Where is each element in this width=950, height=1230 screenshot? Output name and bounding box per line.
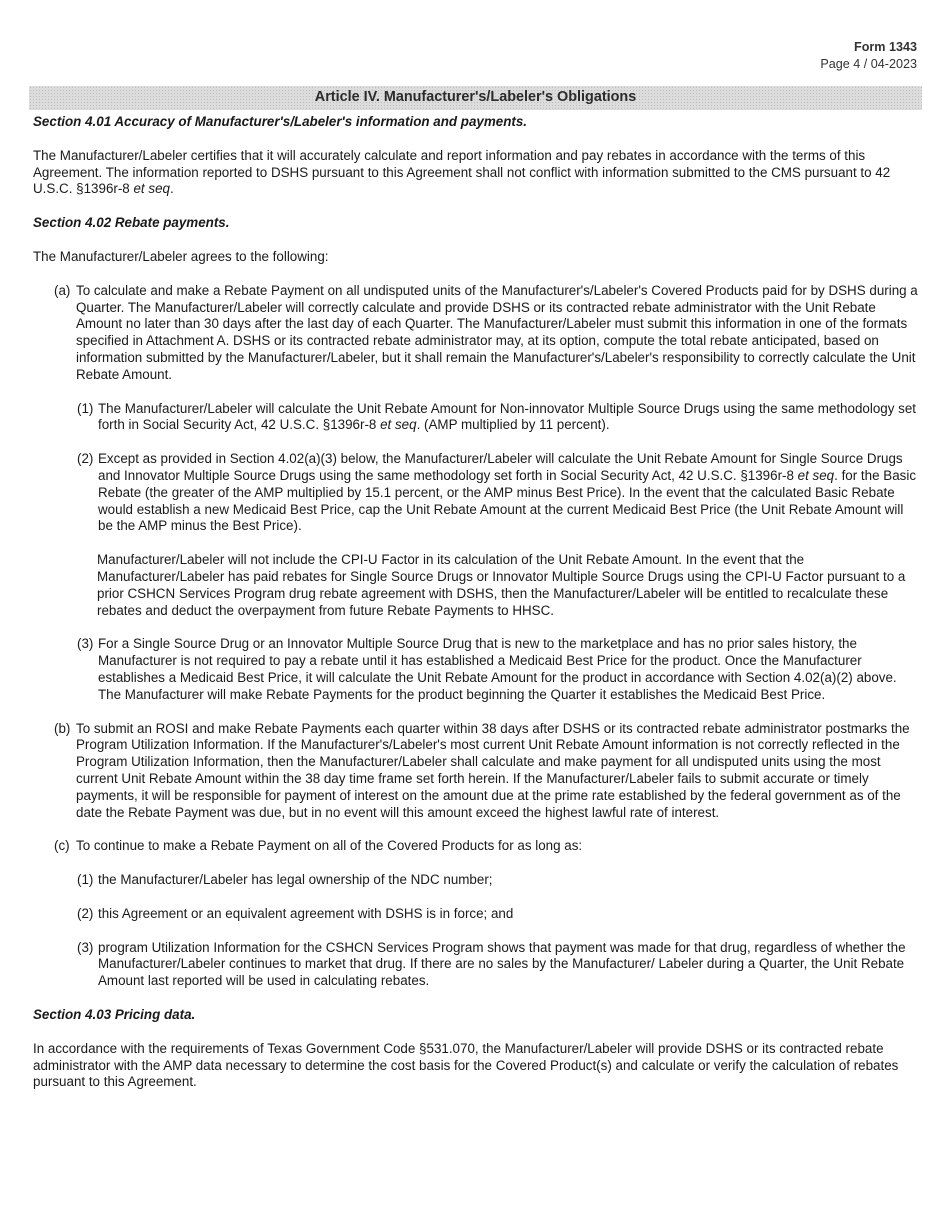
section-4-01-title: Section 4.01 Accuracy of Manufacturer's/Labeler's information and payments. — [33, 114, 528, 129]
item-text: program Utilization Information for the CSHCN Services Program shows that payment was made for that drug, regardless of whether the Manufacturer/Labeler continues to market that drug. If there are no sales by the Manufacturer/ Labeler during a Quarter, the Unit Rebate Amount last reported will be used in calculating rebates. — [98, 939, 906, 989]
item-label: (3) — [77, 636, 94, 652]
list-item-c — [33, 838, 918, 855]
item-label: (2) — [77, 905, 94, 921]
item-text: this Agreement or an equivalent agreement with DSHS is in force; and — [98, 905, 514, 921]
item-label: (c) — [54, 838, 70, 854]
item-label: (2) — [77, 451, 94, 467]
section-4-02-intro: The Manufacturer/Labeler agrees to the following: — [33, 248, 329, 264]
item-text: Except as provided in Section 4.02(a)(3) below, the Manufacturer/Labeler will calculate the Unit Rebate Amount for Single Source Drugs and Innovator Multiple Source Drugs using the same methodology set forth in Social Security Act, 42 U.S.C. §1396r-8 et seq. for the Basic Rebate (the greater of the AMP multiplied by 15.1 percent, or the AMP minus Best Price). In the event that the calculated Basic Rebate would establish a new Medicaid Best Price, cap the Unit Rebate Amount at the current Medicaid Best Price (the Unit Rebate Amount will be the AMP minus the Best Price). — [98, 451, 917, 534]
section-4-03-title: Section 4.03 Pricing data. — [33, 1007, 196, 1023]
item-text: To continue to make a Rebate Payment on all of the Covered Products for as long as: — [76, 838, 583, 854]
item-label: (b) — [54, 720, 71, 736]
item-text: the Manufacturer/Labeler has legal ownership of the NDC number; — [98, 872, 493, 888]
article-title-bar — [29, 86, 922, 110]
section-4-03-paragraph: In accordance with the requirements of Texas Government Code §531.070, the Manufacturer/Labeler will provide DSHS or its contracted rebate administrator with the AMP data necessary to determine the cost basis for the Covered Product(s) and calculate or verify the calculation of rebates pursuant to this Agreement. — [33, 1040, 899, 1090]
list-item-a2-continuation: Manufacturer/Labeler will not include the CPI-U Factor in its calculation of the Unit Rebate Amount. In the event that the Manufacturer/Labeler has paid rebates for Single Source Drugs or Innovator Multiple Source Drugs using the CPI-U Factor pursuant to a prior CSHCN Services Program drug rebate agreement with DSHS, then the Manufacturer/Labeler will be entitled to recalculate these rebates and deduct the overpayment from future Rebate Payments to HHSC. — [97, 552, 906, 618]
list-item-c2 — [33, 906, 918, 923]
form-number: Form 1343 — [854, 40, 917, 54]
item-text: The Manufacturer/Labeler will calculate the Unit Rebate Amount for Non-innovator Multiple Source Drugs using the same methodology set forth in Social Security Act, 42 U.S.C. §1396r-8 et seq. (AMP multiplied by 11 percent). — [98, 400, 916, 433]
list-item-a — [33, 283, 918, 384]
list-item-a1 — [33, 401, 918, 435]
section-4-01-paragraph: The Manufacturer/Labeler certifies that it will accurately calculate and report information and pay rebates in accordance with the terms of this Agreement. The information reported to DSHS pursuant to this Agreement shall not conflict with information submitted to the CMS pursuant to 42 U.S.C. §1396r-8 et seq. — [33, 147, 891, 197]
item-label: (3) — [77, 939, 94, 955]
item-label: (a) — [54, 282, 71, 298]
item-text: For a Single Source Drug or an Innovator Multiple Source Drug that is new to the marketplace and has no prior sales history, the Manufacturer is not required to pay a rebate until it has established a Medicaid Best Price for the product. Once the Manufacturer establishes a Medicaid Best Price, it will calculate the Unit Rebate Amount for the product in accordance with Section 4.02(a)(2) above. The Manufacturer will make Rebate Payments for the product beginning the Quarter it establishes the Medicaid Best Price. — [98, 636, 897, 702]
article-title: Article IV. Manufacturer's/Labeler's Obligations — [314, 89, 637, 105]
section-4-02-title: Section 4.02 Rebate payments. — [33, 215, 230, 231]
page-info: Page 4 / 04-2023 — [820, 57, 917, 71]
list-item-c3 — [33, 940, 918, 990]
list-item-b — [33, 721, 918, 822]
item-label: (1) — [77, 872, 94, 888]
item-text: To calculate and make a Rebate Payment on all undisputed units of the Manufacturer's/Labeler's Covered Products paid for by DSHS during a Quarter. The Manufacturer/Labeler will correctly calculate and provide DSHS or its contracted rebate administrator with the Unit Rebate Amount no later than 30 days after the last day of each Quarter. The Manufacturer/Labeler must submit this information in one of the formats specified in Attachment A. DSHS or its contracted rebate administrator may, at its option, compute the total rebate anticipated, based on information submitted by the Manufacturer/Labeler, but it shall remain the Manufacturer's/Labeler's responsibility to correctly calculate the Unit Rebate Amount. — [76, 282, 918, 382]
document-body — [33, 114, 918, 1091]
item-label: (1) — [77, 400, 94, 416]
item-text: To submit an ROSI and make Rebate Payments each quarter within 38 days after DSHS or its contracted rebate administrator postmarks the Program Utilization Information. If the Manufacturer's/Labeler's most current Unit Rebate Amount information is not correctly reflected in the Program Utilization Information, then the Manufacturer/Labeler shall calculate and make payment for all undisputed units using the most current Unit Rebate Amount within the 38 day time frame set forth herein. If the Manufacturer/Labeler fails to submit accurate or timely payments, it will be responsible for payment of interest on the amount due at the prime rate established by the federal government as of the date the Rebate Payment was due, but in no event will this amount exceed the highest lawful rate of interest. — [76, 720, 910, 820]
list-item-a3 — [33, 636, 918, 703]
list-item-a2 — [33, 451, 918, 535]
list-item-c1 — [33, 872, 918, 889]
page-header — [820, 39, 917, 73]
